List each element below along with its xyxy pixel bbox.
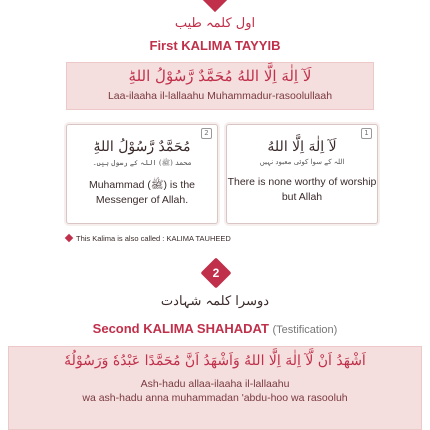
kalima1-band <box>66 62 374 110</box>
kalima2-arabic: اَشْهَدُ اَنْ لَّآ اِلٰهَ اِلَّا اللهُ وَاَشْهَدُ اَنَّ مُحَمَّدًا عَبْدُهٗ وَرَسُوْلُهٗ <box>64 353 366 369</box>
kalima1-title: First KALIMA TAYYIB <box>149 38 281 53</box>
card-arabic: مُحَمَّدٌ رَّسُوْلُ اللهِؕ <box>93 139 191 155</box>
kalima1-card-2 <box>66 124 218 224</box>
card-english: There is none worthy of worship but Allah <box>227 176 377 203</box>
card-urdu: اللہ کے سوا کوئی معبود نہیں <box>259 158 345 166</box>
section-marker-diamond <box>201 0 229 12</box>
section-number: 2 <box>212 266 220 280</box>
kalima1-note <box>66 234 231 243</box>
transliteration-line-1: Ash-hadu allaa-ilaaha il-lallaahu <box>140 378 290 390</box>
transliteration-line-2: wa ash-hadu anna muhammadan 'abdu-hoo wa rasooluh <box>82 392 348 404</box>
card-number: 1 <box>361 128 372 139</box>
kalima1-card-1 <box>226 124 378 224</box>
kalima2-title <box>0 321 430 336</box>
kalima2-subtitle: (Testification) <box>272 324 338 336</box>
card-arabic: لَآ اِلٰهَ اِلَّا اللهُ <box>267 139 337 155</box>
kalima1-urdu-title: اول کلمہ طیب <box>174 16 256 31</box>
kalima2-transliteration <box>9 377 421 405</box>
kalima2-urdu-title: دوسرا کلمہ شہادت <box>160 294 270 309</box>
card-number: 2 <box>201 128 212 139</box>
bullet-diamond-icon <box>65 234 73 242</box>
note-text: This Kalima is also called : KALIMA TAUHEED <box>76 234 231 243</box>
kalima1-arabic: لَآ اِلٰهَ اِلَّا اللهُ مُحَمَّدٌ رَّسُوْلُ اللهِؕ <box>128 67 312 85</box>
kalima2-band <box>8 346 422 430</box>
card-urdu: محمد (ﷺ) اللہ کے رسول ہیں۔ <box>92 159 192 167</box>
kalima1-transliteration: Laa-ilaaha il-lallaahu Muhammadur-rasoolullaah <box>107 90 333 102</box>
card-english: Muhammad (ﷺ) is the Messenger of Allah. <box>88 179 196 206</box>
kalima2-title-text: Second KALIMA SHAHADAT <box>92 321 269 336</box>
